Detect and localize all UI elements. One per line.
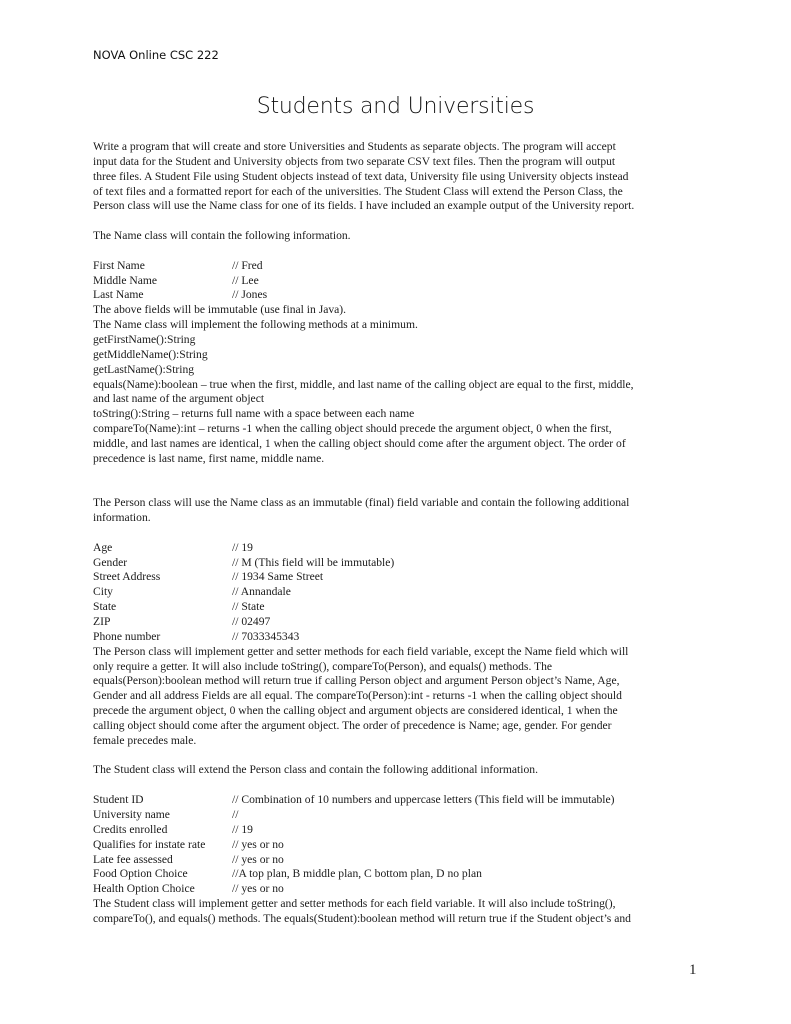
text-line: getLastName():String [93, 362, 195, 376]
field-value: // 1934 Same Street [232, 570, 324, 584]
person-class-section [93, 496, 703, 748]
field-value: // Jones [232, 288, 268, 302]
document-body [93, 140, 703, 927]
field-value: //A top plan, B middle plan, C bottom plan, D no plan [232, 867, 482, 881]
text-line: getFirstName():String [93, 332, 196, 346]
field-row [93, 259, 703, 274]
field-label: First Name [93, 258, 145, 272]
field-value: // 02497 [232, 615, 271, 628]
field-value: // 7033345343 [232, 629, 300, 643]
field-value: // yes or no [232, 882, 284, 896]
text-line: The Person class will implement getter and setter methods for each field variable, except the Name field which will [93, 644, 629, 658]
text-line: precedence is last name, first name, middle name. [93, 451, 325, 465]
name-class-section [93, 229, 703, 467]
field-label: Student ID [93, 793, 144, 807]
text-line: Gender and all address Fields are all equal. The compareTo(Person):int - returns -1 when the calling object should [93, 689, 622, 703]
field-row [93, 630, 703, 645]
field-row [93, 570, 703, 585]
field-label: Last Name [93, 288, 144, 302]
field-row [93, 274, 703, 289]
text-line: only require a getter. It will also include toString(), compareTo(Person), and equals() methods. The [93, 659, 553, 673]
text-line: three files. A Student File using Student objects instead of text data, University file using University objects instead [93, 169, 629, 183]
text-line: compareTo(Name):int – returns -1 when the calling object should precede the argument object, 0 when the first, [93, 422, 612, 436]
field-value: // Combination of 10 numbers and uppercase letters (This field will be immutable) [232, 793, 615, 807]
field-label: State [93, 600, 117, 614]
text-line: equals(Name):boolean – true when the first, middle, and last name of the calling object are equal to the first, middle, [93, 377, 634, 391]
text-line: equals(Person):boolean method will return true if calling Person object and argument Person object’s Name, Age, [93, 674, 620, 688]
field-label: Credits enrolled [93, 822, 168, 836]
field-value: // Annandale [232, 585, 291, 599]
text-line: middle, and last names are identical, 1 when the calling object should come after the argument object. The order of [93, 436, 626, 450]
text-line: The Student class will implement getter and setter methods for each field variable. It will also include toString(), [93, 897, 616, 911]
field-label: Late fee assessed [93, 852, 173, 866]
field-label: ZIP [93, 615, 111, 628]
field-row [93, 615, 703, 630]
text-line: of text files and a formatted report for each of the universities. The Student Class will extend the Person Class, the [93, 184, 623, 198]
field-label: Middle Name [93, 273, 158, 287]
field-label: Street Address [93, 570, 161, 584]
field-row [93, 585, 703, 600]
field-value: // State [232, 600, 265, 614]
field-value: // yes or no [232, 852, 284, 866]
page-number: 1 [689, 962, 697, 978]
text-line: toString():String – returns full name with a space between each name [93, 407, 415, 421]
text-line: Write a program that will create and store Universities and Students as separate objects. The program will accept [93, 140, 616, 153]
field-label: Health Option Choice [93, 882, 195, 896]
field-label: City [93, 585, 113, 599]
field-row [93, 838, 703, 853]
text-line: calling object should come after the argument object. The order of precedence is Name; age, gender. For gender [93, 718, 612, 732]
text-line: The Name class will implement the following methods at a minimum. [93, 318, 418, 332]
field-label: Food Option Choice [93, 867, 188, 881]
text-line: and last name of the argument object [93, 392, 265, 406]
field-row [93, 853, 703, 868]
field-value: // yes or no [232, 837, 284, 851]
intro-paragraph [93, 140, 703, 214]
field-row [93, 541, 703, 556]
field-label: Age [93, 540, 113, 554]
section-intro: The Student class will extend the Person class and contain the following additional information. [93, 763, 538, 777]
field-value: // 19 [232, 822, 253, 836]
student-class-section [93, 763, 703, 926]
field-value: // Fred [232, 258, 263, 272]
field-row [93, 600, 703, 615]
section-intro: The Person class will use the Name class as an immutable (final) field variable and contain the following additional [93, 496, 630, 510]
field-row [93, 288, 703, 303]
text-line: input data for the Student and University objects from two separate CSV text files. Then the program will output [93, 154, 616, 168]
field-label: Qualifies for instate rate [93, 837, 206, 851]
field-value: // Lee [232, 273, 259, 287]
field-row [93, 808, 703, 823]
field-value: // [232, 807, 239, 821]
text-line: compareTo(), and equals() methods. The equals(Student):boolean method will return true if the Student object’s and [93, 911, 631, 925]
text-line: getMiddleName():String [93, 347, 208, 361]
field-value: // 19 [232, 540, 253, 554]
text-line: The above fields will be immutable (use final in Java). [93, 303, 347, 317]
field-value: // M (This field will be immutable) [232, 555, 395, 569]
section-intro: information. [93, 511, 151, 525]
field-row [93, 867, 703, 882]
page-header: NOVA Online CSC 222 [93, 48, 219, 62]
text-line: Person class will use the Name class for one of its fields. I have included an example output of the University report. [93, 199, 635, 213]
text-line: precede the argument object, 0 when the calling object and argument objects are considered identical, 1 when the [93, 704, 618, 718]
field-label: Gender [93, 555, 128, 569]
field-row [93, 793, 703, 808]
field-row [93, 882, 703, 897]
page-title: Students and Universities [256, 94, 535, 119]
section-intro: The Name class will contain the following information. [93, 229, 351, 243]
field-label: Phone number [93, 629, 161, 643]
field-row [93, 556, 703, 571]
field-row [93, 823, 703, 838]
field-label: University name [93, 807, 170, 821]
text-line: female precedes male. [93, 733, 197, 747]
